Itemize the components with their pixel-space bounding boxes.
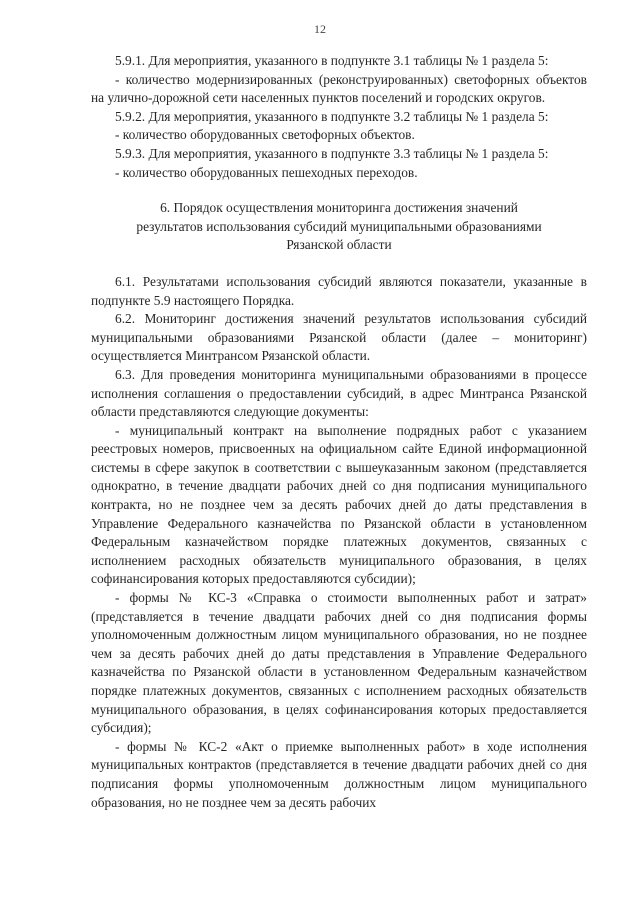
heading-line-2: результатов использования субсидий муниципальными образованиями — [136, 218, 542, 234]
list-item-equipped-traffic-lights: - количество оборудованных светофорных объектов. — [115, 127, 415, 143]
paragraph-5-9-3: 5.9.3. Для мероприятия, указанного в подпункте 3.3 таблицы № 1 раздела 5: — [115, 145, 549, 161]
paragraph-6-2: 6.2. Мониторинг достижения значений результатов использования субсидий муниципальными образованиями Рязанской области (далее – мониторинг) осуществляется Минтрансом Рязанской области. — [91, 311, 587, 364]
paragraph-6-1: 6.1. Результатами использования субсидий являются показатели, указанные в подпункте 5.9 настоящего Порядка. — [91, 273, 587, 308]
list-item-municipal-contract: - муниципальный контракт на выполнение подрядных работ с указанием реестровых номеров, присвоенных на официальном сайте Единой информационной системы в сфере закупок в соответствии с вышеуказанным законом (представляется однократно, в течение двадцати рабочих дней со дня подписания муниципального контракта, но не позднее чем за десять рабочих дней до даты представления в Управление Федерального казначейства по Рязанской области в установленном Федеральным казначейством порядке платежных документов, связанных с исполнением расходных обязательств муниципального образования, в целях софинансирования которых предоставляются субсидии); — [91, 422, 587, 587]
paragraph-5-9-2: 5.9.2. Для мероприятия, указанного в подпункте 3.2 таблицы № 1 раздела 5: — [115, 108, 549, 124]
list-item-equipped-crossings: - количество оборудованных пешеходных переходов. — [115, 164, 418, 180]
paragraph-6-3: 6.3. Для проведения мониторинга муниципальными образованиями в процессе исполнения соглашения о предоставлении субсидий, в адрес Минтранса Рязанской области представляются следующие документы: — [91, 366, 587, 420]
document-body — [91, 52, 587, 812]
list-item-form-ks3: - формы № КС-3 «Справка о стоимости выполненных работ и затрат» (представляется в течение двадцати рабочих дней со дня подписания формы уполномоченным должностным лицом муниципального образования, но не позднее чем за десять рабочих дней до даты представления в Управление Федерального казначейства по Рязанской области в установленном Федеральным казначейством порядке платежных документов, связанных с исполнением расходных обязательств муниципального образования, в целях софинансирования которых предоставляется субсидия); — [91, 590, 587, 736]
page-number: 12 — [314, 22, 326, 36]
heading-line-1: 6. Порядок осуществления мониторинга достижения значений — [160, 200, 518, 216]
section-6-heading — [91, 199, 587, 255]
list-item-modernized-traffic-lights: - количество модернизированных (реконструированных) светофорных объектов на улично-дорожной сети населенных пунктов поселений и городских округов. — [91, 71, 587, 106]
list-item-form-ks2: - формы № КС-2 «Акт о приемке выполненных работ» в ходе исполнения муниципальных контрактов (представляется в течение двадцати рабочих дней со дня подписания формы уполномоченным должностным лицом муниципального образования, но не позднее чем за десять рабочих — [91, 738, 587, 810]
heading-line-3: Рязанской области — [286, 237, 392, 253]
paragraph-5-9-1: 5.9.1. Для мероприятия, указанного в подпункте 3.1 таблицы № 1 раздела 5: — [115, 53, 549, 68]
